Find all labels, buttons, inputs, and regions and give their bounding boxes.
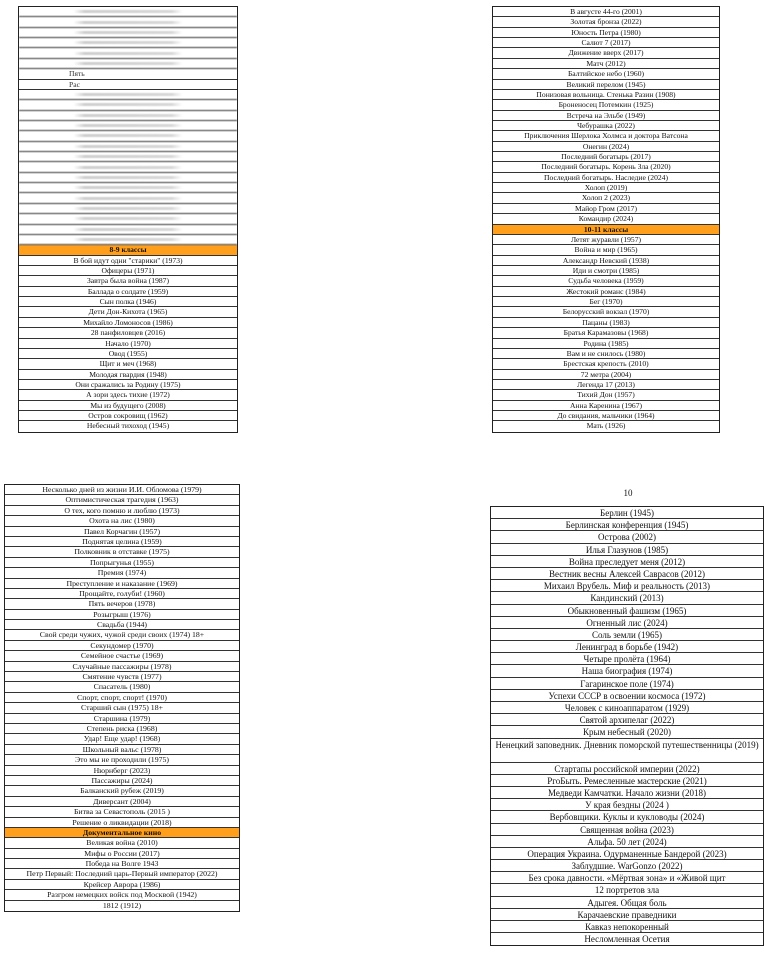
table-row: Секундомер (1970) (5, 641, 239, 651)
table-row: Успехи СССР в освоении космоса (1972) (491, 690, 763, 702)
table-row: Стартапы российской империи (2022) (491, 763, 763, 775)
table-row: Легенда 17 (2013) (493, 380, 719, 390)
table-row: Братья Карамазовы (1968) (493, 328, 719, 338)
table-row: Командир (2024) (493, 214, 719, 224)
table-row: Крым небесный (2020) (491, 726, 763, 738)
table-row: Кандинский (2013) (491, 592, 763, 604)
table-row: Салют 7 (2017) (493, 38, 719, 48)
table-row: Вестник весны Алексей Саврасов (2012) (491, 568, 763, 580)
table-row: Молодая гвардия (1948) (19, 370, 237, 380)
table-row: Офицеры (1971) (19, 266, 237, 276)
blurred-row (19, 162, 237, 172)
table-row: Степень риска (1968) (5, 724, 239, 734)
table-row: Илья Глазунов (1985) (491, 544, 763, 556)
table-row: Розыгрыш (1976) (5, 610, 239, 620)
table-row: Берлинская конференция (1945) (491, 519, 763, 531)
table-row: Родина (1985) (493, 339, 719, 349)
table-row: 12 портретов зла (491, 884, 763, 896)
table-row: Пацаны (1983) (493, 318, 719, 328)
blurred-row (19, 17, 237, 27)
table-row: Вербовщики. Куклы и кукловоды (2024) (491, 811, 763, 823)
table-row: Дети Дон-Кихота (1965) (19, 307, 237, 317)
blurred-row (19, 28, 237, 38)
table-row: Школьный вальс (1978) (5, 745, 239, 755)
table-row: Несломленная Осетия (584, 934, 670, 945)
table-row: А зори здесь тихие (1972) (19, 390, 237, 400)
table-row: Война и мир (1965) (493, 245, 719, 255)
table-row: Огненный лис (2024) (491, 617, 763, 629)
blurred-row (19, 152, 237, 162)
table-row: Победа на Волге 1943 (5, 859, 239, 869)
table-row: Святой архипелаг (2022) (491, 714, 763, 726)
table-row: Понизовая вольница. Стенька Разин (1908) (493, 90, 719, 100)
film-table (490, 506, 764, 946)
blurred-row (19, 193, 237, 203)
table-row: Разгром немецких войск под Москвой (1942) (5, 890, 239, 900)
film-list-panel-documentary (4, 484, 240, 912)
table-row: Война преследует меня (2012) (491, 556, 763, 568)
table-row: Онегин (2024) (493, 142, 719, 152)
table-row: Они сражались за Родину (1975) (19, 380, 237, 390)
table-row: Жестокий романс (1984) (493, 287, 719, 297)
table-row: Удар! Еще удар! (1968) (5, 734, 239, 744)
table-row: Холоп 2 (2023) (493, 193, 719, 203)
table-row: РгоБыть. Ремесленные мастерские (2021) (491, 775, 763, 787)
table-row: Брестская крепость (2010) (493, 359, 719, 369)
table-row: Сын полка (1946) (19, 297, 237, 307)
table-row: 72 метра (2004) (493, 370, 719, 380)
section-header: Документальное кино (5, 828, 239, 838)
table-row: Ленинград в борьбе (1942) (491, 641, 763, 653)
table-row: Мифы о России (2017) (5, 849, 239, 859)
table-row: Ненецкий заповедник. Дневник поморской путешественницы (2019) (491, 739, 763, 763)
table-row: Человек с киноаппаратом (1929) (491, 702, 763, 714)
table-row: Завтра была война (1987) (19, 276, 237, 286)
table-row: Спорт, спорт, спорт! (1970) (5, 693, 239, 703)
table-row: Встреча на Эльбе (1949) (493, 111, 719, 121)
table-row: Баллада о солдате (1959) (19, 287, 237, 297)
table-row: До свидания, мальчики (1964) (493, 411, 719, 421)
table-row: Великий перелом (1945) (493, 80, 719, 90)
table-row: Судьба человека (1959) (493, 276, 719, 286)
table-row: Крейсер Аврора (1986) (5, 880, 239, 890)
table-row: Адыгея. Общая боль (491, 897, 763, 909)
table-row: Овод (1955) (19, 349, 237, 359)
blurred-row (19, 59, 237, 69)
blurred-row: Рас (19, 80, 237, 90)
table-row: Юность Петра (1980) (493, 28, 719, 38)
table-row: Острова (2002) (491, 531, 763, 543)
table-row: Старшина (1979) (5, 714, 239, 724)
table-row: Охота на лис (1980) (5, 516, 239, 526)
blurred-row (19, 235, 237, 245)
table-row: Золотая бронза (2022) (493, 17, 719, 27)
blurred-row (19, 183, 237, 193)
table-row: Спасатель (1980) (5, 682, 239, 692)
blurred-row (19, 7, 237, 17)
film-list-panel-grades-10-11 (492, 6, 720, 433)
blurred-row (19, 100, 237, 110)
table-row: Приключения Шерлока Холмса и доктора Ватсона (493, 131, 719, 141)
film-table (4, 484, 240, 912)
table-row: Кавказ непокоренный (491, 921, 763, 933)
table-row: Балтийское небо (1960) (493, 69, 719, 79)
table-row: Павел Корчагин (1957) (5, 527, 239, 537)
film-table (18, 6, 238, 433)
table-row: Случайные пассажиры (1978) (5, 662, 239, 672)
table-row: Свой среди чужих, чужой среди своих (1974) 18+ (5, 630, 239, 640)
table-row: Петр Первый: Последний царь-Первый император (2022) (5, 869, 239, 879)
table-row: Заблудшие. WarGonzo (2022) (491, 860, 763, 872)
table-row: В бой идут одни "старики" (1973) (19, 256, 237, 266)
table-row: Александр Невский (1938) (493, 256, 719, 266)
table-row: Вам и не снилось (1980) (493, 349, 719, 359)
table-row: Операция Украина. Одурманенные Бандерой (2023) (491, 848, 763, 860)
blurred-row: Пять (19, 69, 237, 79)
table-row: Берлин (1945) (491, 507, 763, 519)
table-row: Битва за Севастополь (2015 ) (5, 807, 239, 817)
table-row: Начало (1970) (19, 339, 237, 349)
table-row: Оптимистическая трагедия (1963) (5, 495, 239, 505)
table-row: Щит и меч (1968) (19, 359, 237, 369)
blurred-row (19, 225, 237, 235)
table-row: Это мы не проходили (1975) (5, 755, 239, 765)
blurred-row (19, 90, 237, 100)
table-row: Остров сокровищ (1962) (19, 411, 237, 421)
film-list-panel-grades-8-9 (18, 6, 238, 433)
table-row: 28 панфиловцев (2016) (19, 328, 237, 338)
blurred-row (19, 38, 237, 48)
table-row: Свадьба (1944) (5, 620, 239, 630)
film-list-panel-documentary-continued (490, 506, 764, 946)
table-row: У края бездны (2024 ) (491, 799, 763, 811)
table-row: Мать (1926) (586, 421, 626, 431)
table-row: Гагаринское поле (1974) (491, 678, 763, 690)
blurred-row (19, 121, 237, 131)
table-row: Матч (2012) (493, 59, 719, 69)
table-row: Бег (1970) (493, 297, 719, 307)
table-row: Последний богатырь (2017) (493, 152, 719, 162)
blurred-row (19, 173, 237, 183)
table-row: Майор Гром (2017) (493, 204, 719, 214)
table-row: Наша биография (1974) (491, 665, 763, 677)
blurred-row (19, 131, 237, 141)
table-row: Обыкновенный фашизм (1965) (491, 605, 763, 617)
table-row: В августе 44-го (2001) (493, 7, 719, 17)
table-row: Четыре пролёта (1964) (491, 653, 763, 665)
blurred-row (19, 214, 237, 224)
table-row: Последний богатырь. Наследие (2024) (493, 173, 719, 183)
table-row: Пассажиры (2024) (5, 776, 239, 786)
table-row: 1812 (1912) (102, 900, 142, 910)
blurred-row (19, 111, 237, 121)
table-row: Белорусский вокзал (1970) (493, 307, 719, 317)
table-row: Семейное счастье (1969) (5, 651, 239, 661)
blurred-row (19, 48, 237, 58)
table-row: Михайло Ломоносов (1986) (19, 318, 237, 328)
table-row: Карачаевские праведники (491, 909, 763, 921)
table-row: Михаил Врубель. Миф и реальность (2013) (491, 580, 763, 592)
table-row: Холоп (2019) (493, 183, 719, 193)
table-row: Нюрнберг (2023) (5, 766, 239, 776)
table-row: Священная война (2023) (491, 824, 763, 836)
table-row: Старший сын (1975) 18+ (5, 703, 239, 713)
table-row: Медведи Камчатки. Начало жизни (2018) (491, 787, 763, 799)
table-row: Балканский рубеж (2019) (5, 786, 239, 796)
table-row: Анна Каренина (1967) (493, 401, 719, 411)
table-row: Преступление и наказание (1969) (5, 579, 239, 589)
table-row: Броненосец Потемкин (1925) (493, 100, 719, 110)
table-row: Великая война (2010) (5, 838, 239, 848)
table-row: Несколько дней из жизни И.И. Обломова (1979) (5, 485, 239, 495)
table-row: Альфа. 50 лет (2024) (491, 836, 763, 848)
table-row: Мы из будущего (2008) (19, 401, 237, 411)
film-table (492, 6, 720, 433)
table-row: Решение о ликвидации (2018) (5, 818, 239, 828)
table-row: Без срока давности. «Мёртвая зона» и «Живой щит (491, 872, 763, 884)
section-header: 10-11 классы (493, 225, 719, 235)
table-row: Пять вечеров (1978) (5, 599, 239, 609)
table-row: Диверсант (2004) (5, 797, 239, 807)
table-row: Иди и смотри (1985) (493, 266, 719, 276)
blurred-row (19, 204, 237, 214)
blurred-row (19, 142, 237, 152)
table-row: Последний богатырь. Корень Зла (2020) (493, 162, 719, 172)
table-row: Летят журавли (1957) (493, 235, 719, 245)
table-row: О тех, кого помню и люблю (1973) (5, 506, 239, 516)
table-row: Премия (1974) (5, 568, 239, 578)
table-row: Чебурашка (2022) (493, 121, 719, 131)
table-row: Движение вверх (2017) (493, 48, 719, 58)
table-row: Соль земли (1965) (491, 629, 763, 641)
table-row: Прощайте, голуби! (1960) (5, 589, 239, 599)
table-row: Попрыгунья (1955) (5, 558, 239, 568)
section-header: 8-9 классы (19, 245, 237, 255)
table-row: Небесный тихоход (1945) (86, 421, 170, 431)
table-row: Полковник в отставке (1975) (5, 547, 239, 557)
table-row: Поднятая целина (1959) (5, 537, 239, 547)
page-number: 10 (623, 488, 633, 498)
table-row: Тихий Дон (1957) (493, 390, 719, 400)
table-row: Смятение чувств (1977) (5, 672, 239, 682)
